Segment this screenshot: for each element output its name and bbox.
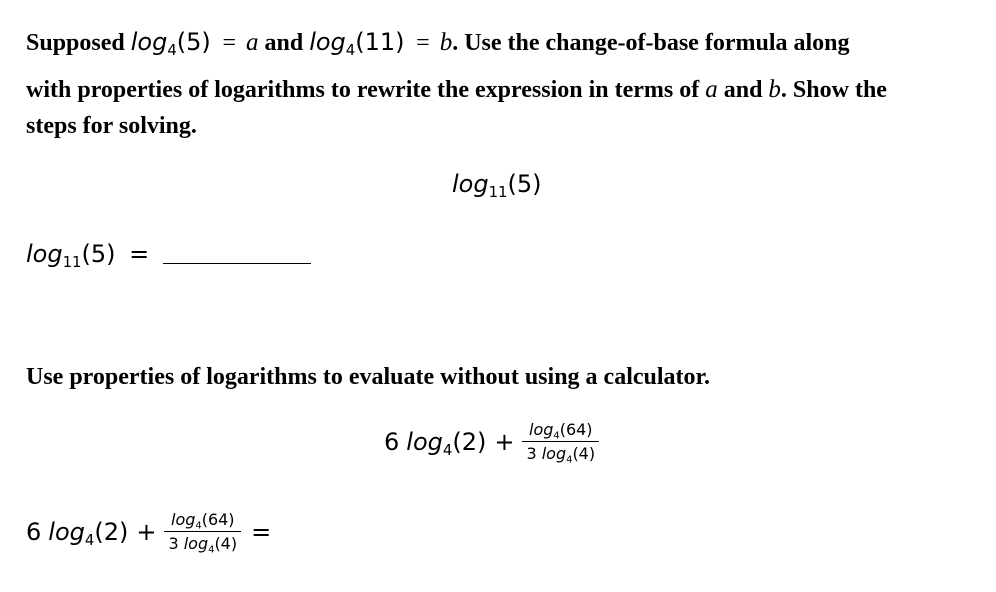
intro-log-1: log <box>130 28 168 56</box>
problem2-answer-num-base: 4 <box>195 520 202 532</box>
problem2-answer-num-arg: (64) <box>201 510 235 529</box>
problem2-display-coef: 6 <box>384 427 400 456</box>
problem2-instruction <box>26 364 710 391</box>
problem2-answer-den-log: log <box>183 534 209 553</box>
problem1-display-expression <box>452 170 542 202</box>
problem2-display-fraction <box>522 420 599 466</box>
intro-line-2-and: and <box>723 77 763 103</box>
problem2-answer-numerator <box>167 510 239 531</box>
problem2-display-plus: + <box>494 427 515 456</box>
problem1-answer-arg: (5) <box>81 240 116 268</box>
problem1-answer-blank[interactable] <box>163 263 311 264</box>
intro-line-3-text: steps for solving. <box>26 113 197 139</box>
problem2-display-log: log <box>406 427 443 456</box>
problem2-display-den-arg: (4) <box>572 444 596 463</box>
problem1-display-arg: (5) <box>507 170 542 198</box>
problem2-answer-den-base: 4 <box>208 544 215 556</box>
intro-line-2 <box>26 76 887 104</box>
problem2-display-den-coef: 3 <box>526 444 537 463</box>
problem2-display-base: 4 <box>442 440 453 459</box>
problem2-display-expression <box>384 420 599 466</box>
problem2-answer-coef: 6 <box>26 517 42 546</box>
intro-line-3 <box>26 113 197 140</box>
problem2-display-den-base: 4 <box>566 454 573 466</box>
intro-word-and: and <box>264 30 304 56</box>
intro-line-2-tail: . Show the <box>780 77 887 103</box>
problem1-answer-row <box>26 240 150 272</box>
intro-word-supposed: Supposed <box>26 30 125 56</box>
problem1-display-log: log <box>452 170 489 198</box>
problem2-answer-arg: (2) <box>94 517 129 546</box>
intro-arg-1: (5) <box>176 28 211 56</box>
problem2-answer-denominator <box>164 531 241 556</box>
problem2-answer-log: log <box>48 517 85 546</box>
problem1-answer-log: log <box>26 240 63 268</box>
intro-arg-2: (11) <box>355 28 405 56</box>
problem2-display-num-base: 4 <box>553 430 560 442</box>
problem2-answer-num-log: log <box>171 510 196 529</box>
problem2-instruction-text: Use properties of logarithms to evaluate without using a calculator. <box>26 364 710 390</box>
intro-equals-1: = <box>222 30 236 56</box>
problem2-display-num-arg: (64) <box>559 420 593 439</box>
problem2-display-numerator <box>525 420 597 441</box>
problem1-answer-base: 11 <box>62 253 82 272</box>
intro-var-a: a <box>245 29 259 56</box>
problem2-answer-equals: = <box>251 517 272 546</box>
intro-log-2: log <box>309 28 346 56</box>
problem2-answer-den-coef: 3 <box>168 534 179 553</box>
intro-base-1: 4 <box>167 41 177 60</box>
intro-equals-2: = <box>416 30 430 56</box>
problem2-display-den-log: log <box>541 444 567 463</box>
problem2-answer-row <box>26 510 272 556</box>
intro-line-2-var-b: b <box>768 76 781 103</box>
problem2-display-arg: (2) <box>452 427 487 456</box>
intro-base-2: 4 <box>345 41 356 60</box>
intro-line-2-var-a: a <box>705 76 718 103</box>
problem2-display-denominator <box>522 441 599 466</box>
problem2-answer-fraction <box>164 510 241 556</box>
problem1-display-base: 11 <box>488 183 508 202</box>
intro-text-after-b: . Use the change-of-base formula along <box>452 30 850 56</box>
intro-line-2-text: with properties of logarithms to rewrite the expression in terms of <box>26 77 700 103</box>
problem2-answer-plus: + <box>136 517 157 546</box>
intro-var-b: b <box>439 29 453 56</box>
problem2-display-num-log: log <box>529 420 554 439</box>
problem2-answer-base: 4 <box>84 530 95 549</box>
problem2-answer-den-arg: (4) <box>214 534 238 553</box>
intro-line-1 <box>26 28 850 60</box>
problem1-answer-equals: = <box>129 240 150 268</box>
